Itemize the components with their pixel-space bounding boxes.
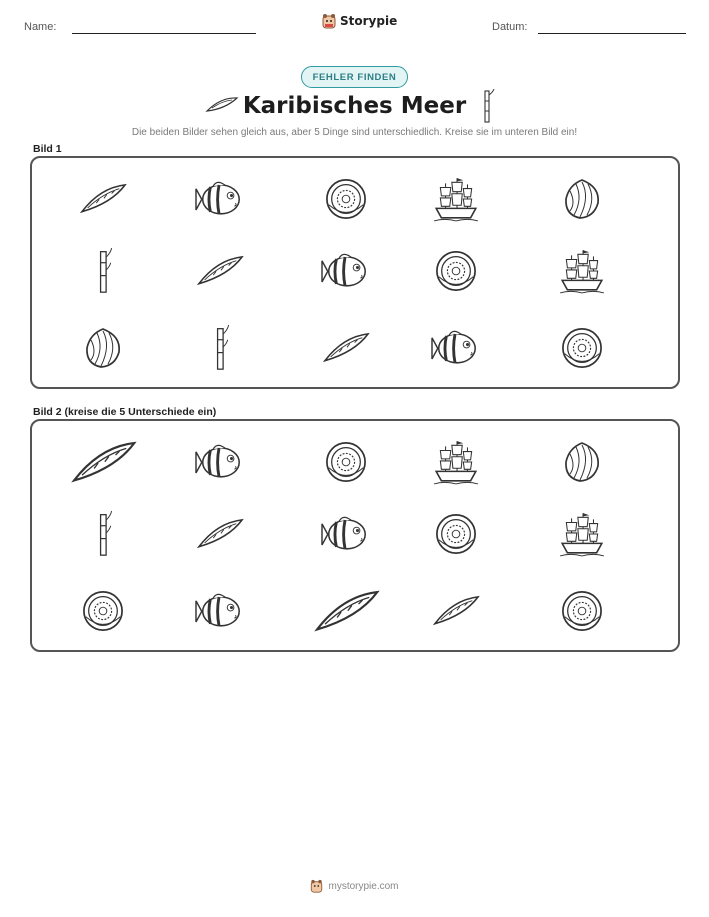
picture2-label: Bild 2 (kreise die 5 Unterschiede ein) bbox=[33, 406, 217, 418]
name-line[interactable] bbox=[72, 33, 256, 34]
badge-text: FEHLER FINDEN bbox=[312, 71, 397, 83]
date-label: Datum: bbox=[492, 21, 528, 33]
coin-icon[interactable] bbox=[552, 581, 612, 641]
storypie-mascot-icon bbox=[322, 13, 336, 29]
worksheet-type-badge bbox=[301, 66, 408, 88]
coconut-icon[interactable] bbox=[552, 432, 612, 492]
ship-icon[interactable] bbox=[552, 504, 612, 564]
picture1-panel bbox=[30, 156, 680, 389]
fish-icon[interactable] bbox=[190, 581, 250, 641]
fish-icon bbox=[316, 241, 376, 301]
brand-name: Storypie bbox=[340, 14, 398, 28]
sugarcane-icon bbox=[73, 241, 133, 301]
coconut-icon bbox=[73, 318, 133, 378]
fish-icon[interactable] bbox=[316, 504, 376, 564]
coin-icon[interactable] bbox=[426, 504, 486, 564]
sugarcane-icon[interactable] bbox=[73, 504, 133, 564]
name-label: Name: bbox=[24, 21, 57, 33]
coin-icon bbox=[426, 241, 486, 301]
instructions: Die beiden Bilder sehen gleich aus, aber 5 Dinge sind unterschiedlich. Kreise sie im unteren Bild ein! bbox=[131, 127, 578, 138]
footer-url: mystorypie.com bbox=[328, 880, 399, 892]
coin-icon[interactable] bbox=[316, 432, 376, 492]
ship-icon bbox=[426, 169, 486, 229]
picture2-panel[interactable] bbox=[30, 419, 680, 652]
canoe-icon[interactable] bbox=[73, 432, 133, 492]
storypie-mascot-icon bbox=[310, 879, 323, 893]
fish-icon bbox=[190, 169, 250, 229]
brand-logo bbox=[322, 13, 397, 29]
coconut-icon bbox=[552, 169, 612, 229]
sugarcane-icon bbox=[479, 89, 495, 123]
canoe-icon bbox=[190, 241, 250, 301]
ship-icon[interactable] bbox=[426, 432, 486, 492]
canoe-icon bbox=[73, 169, 133, 229]
fish-icon bbox=[426, 318, 486, 378]
canoe-icon[interactable] bbox=[190, 504, 250, 564]
fish-icon[interactable] bbox=[190, 432, 250, 492]
picture1-label: Bild 1 bbox=[33, 143, 62, 155]
coin-icon[interactable] bbox=[73, 581, 133, 641]
footer bbox=[0, 879, 709, 893]
coin-icon bbox=[316, 169, 376, 229]
ship-icon bbox=[552, 241, 612, 301]
coin-icon bbox=[552, 318, 612, 378]
canoe-icon bbox=[316, 318, 376, 378]
page-title: Karibisches Meer bbox=[242, 93, 467, 119]
sugarcane-icon bbox=[190, 318, 250, 378]
date-line[interactable] bbox=[538, 33, 686, 34]
canoe-icon[interactable] bbox=[426, 581, 486, 641]
canoe-icon[interactable] bbox=[316, 581, 376, 641]
